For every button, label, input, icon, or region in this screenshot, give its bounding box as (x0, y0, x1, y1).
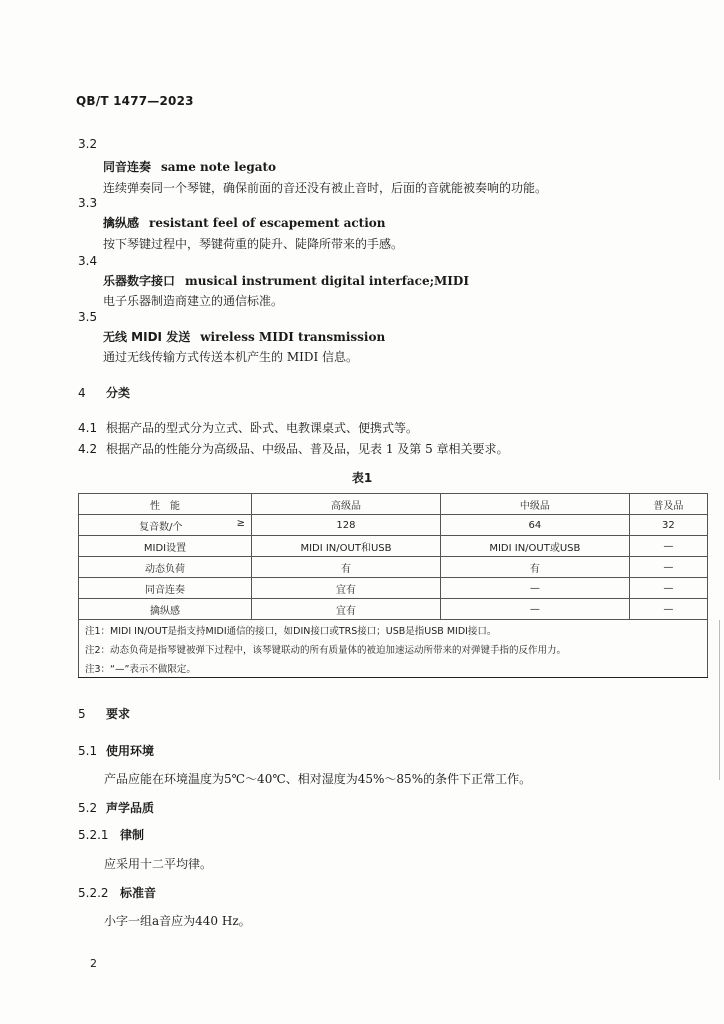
table-row (79, 578, 708, 599)
table-cell: MIDI IN/OUT或USB (440, 536, 629, 557)
section-number: 5.1 (78, 744, 98, 758)
header-cell: 性 能 (79, 494, 252, 515)
table-row (79, 515, 708, 536)
table-cell: — (629, 599, 707, 620)
table-cell: — (629, 557, 707, 578)
term-en: wireless MIDI transmission (200, 330, 386, 344)
section-number: 5.2 (78, 801, 98, 815)
standard-number: QB/T 1477—2023 (76, 94, 194, 108)
table-cell: 64 (440, 515, 629, 536)
table-note: 注3：“—”表示不做限定。 (79, 658, 708, 678)
table-cell: 有 (252, 557, 441, 578)
clause-4-2 (78, 440, 509, 457)
row-label-cell: 擒纵感 (79, 599, 252, 620)
term-definition: 电子乐器制造商建立的通信标准。 (103, 294, 284, 308)
section-number: 5.2.2 (78, 886, 109, 900)
section-title: 要求 (106, 707, 131, 721)
page-number: 2 (90, 957, 97, 970)
term-definition: 连续弹奏同一个琴键，确保前面的音还没有被止音时，后面的音就能被奏响的功能。 (103, 181, 548, 195)
table-cell: 有 (440, 557, 629, 578)
header-cell: 普及品 (629, 494, 707, 515)
term-zh: 同音连奏 (103, 160, 152, 174)
term-en: resistant feel of escapement action (149, 216, 386, 230)
clause-text: 应采用十二平均律。 (104, 857, 213, 871)
section-4-heading (78, 384, 130, 401)
term-number: 3.4 (78, 254, 98, 268)
section-5-2-2-heading (78, 884, 156, 901)
clause-number: 4.1 (78, 421, 98, 435)
section-number: 5.2.1 (78, 828, 109, 842)
row-label-suffix: ≥ (236, 517, 245, 529)
section-title: 使用环境 (106, 744, 155, 758)
table-1 (78, 493, 708, 678)
table-cell: 宜有 (252, 578, 441, 599)
table-note: 注2：动态负荷是指琴键被弹下过程中，该琴键联动的所有质量体的被迫加速运动所带来的对弹键手指的反作用力。 (79, 639, 708, 658)
row-label-cell (79, 515, 252, 536)
section-5-2-heading (78, 799, 154, 816)
clause-number: 4.2 (78, 442, 98, 456)
section-5-1-heading (78, 742, 154, 759)
table-cell: — (629, 536, 707, 557)
section-number: 4 (78, 386, 86, 400)
table-cell: 32 (629, 515, 707, 536)
row-label-cell: 同音连奏 (79, 578, 252, 599)
table-header-row (79, 494, 708, 515)
term-title (103, 214, 386, 231)
table-row (79, 536, 708, 557)
table-note-row (79, 639, 708, 658)
clause-text: 小字一组a音应为440 Hz。 (104, 914, 251, 928)
term-definition: 按下琴键过程中，琴键荷重的陡升、陡降所带来的手感。 (103, 237, 404, 251)
term-title (103, 272, 469, 289)
section-5-heading (78, 705, 130, 722)
table-note-row (79, 658, 708, 678)
term-en: musical instrument digital interface;MIDI (185, 274, 469, 288)
table-note: 注1：MIDI IN/OUT是指支持MIDI通信的接口，如DIN接口或TRS接口；USB是指USB MIDI接口。 (79, 620, 708, 640)
table-cell: — (629, 578, 707, 599)
table-caption: 表1 (351, 471, 373, 485)
table-cell: 宜有 (252, 599, 441, 620)
header-cell: 高级品 (252, 494, 441, 515)
section-title: 声学品质 (106, 801, 155, 815)
term-zh: 乐器数字接口 (103, 274, 176, 288)
clause-text: 产品应能在环境温度为5℃～40℃、相对湿度为45%～85%的条件下正常工作。 (104, 772, 532, 786)
clause-text: 根据产品的性能分为高级品、中级品、普及品，见表 1 及第 5 章相关要求。 (106, 442, 509, 456)
section-title: 标准音 (120, 886, 157, 900)
header-cell: 中级品 (440, 494, 629, 515)
term-zh: 擒纵感 (103, 216, 140, 230)
table-row (79, 557, 708, 578)
term-definition: 通过无线传输方式传送本机产生的 MIDI 信息。 (103, 350, 359, 364)
term-number: 3.3 (78, 196, 98, 210)
row-label-cell: MIDI设置 (79, 536, 252, 557)
clause-4-1 (78, 419, 418, 436)
term-number: 3.5 (78, 310, 98, 324)
table-note-row (79, 620, 708, 640)
term-zh: 无线 MIDI 发送 (103, 330, 191, 344)
section-number: 5 (78, 707, 86, 721)
section-title: 律制 (120, 828, 145, 842)
term-en: same note legato (161, 160, 277, 174)
clause-text: 根据产品的型式分为立式、卧式、电教课桌式、便携式等。 (106, 421, 419, 435)
table-cell: — (440, 599, 629, 620)
scan-edge-line (719, 620, 720, 780)
section-5-2-1-heading (78, 826, 144, 843)
row-label-cell: 动态负荷 (79, 557, 252, 578)
table-row (79, 599, 708, 620)
term-title (103, 328, 385, 345)
term-title (103, 158, 276, 175)
table-cell: 128 (252, 515, 441, 536)
table-cell: MIDI IN/OUT和USB (252, 536, 441, 557)
row-label: 复音数/个 (139, 521, 183, 533)
table-cell: — (440, 578, 629, 599)
section-title: 分类 (106, 386, 131, 400)
term-number: 3.2 (78, 137, 98, 151)
